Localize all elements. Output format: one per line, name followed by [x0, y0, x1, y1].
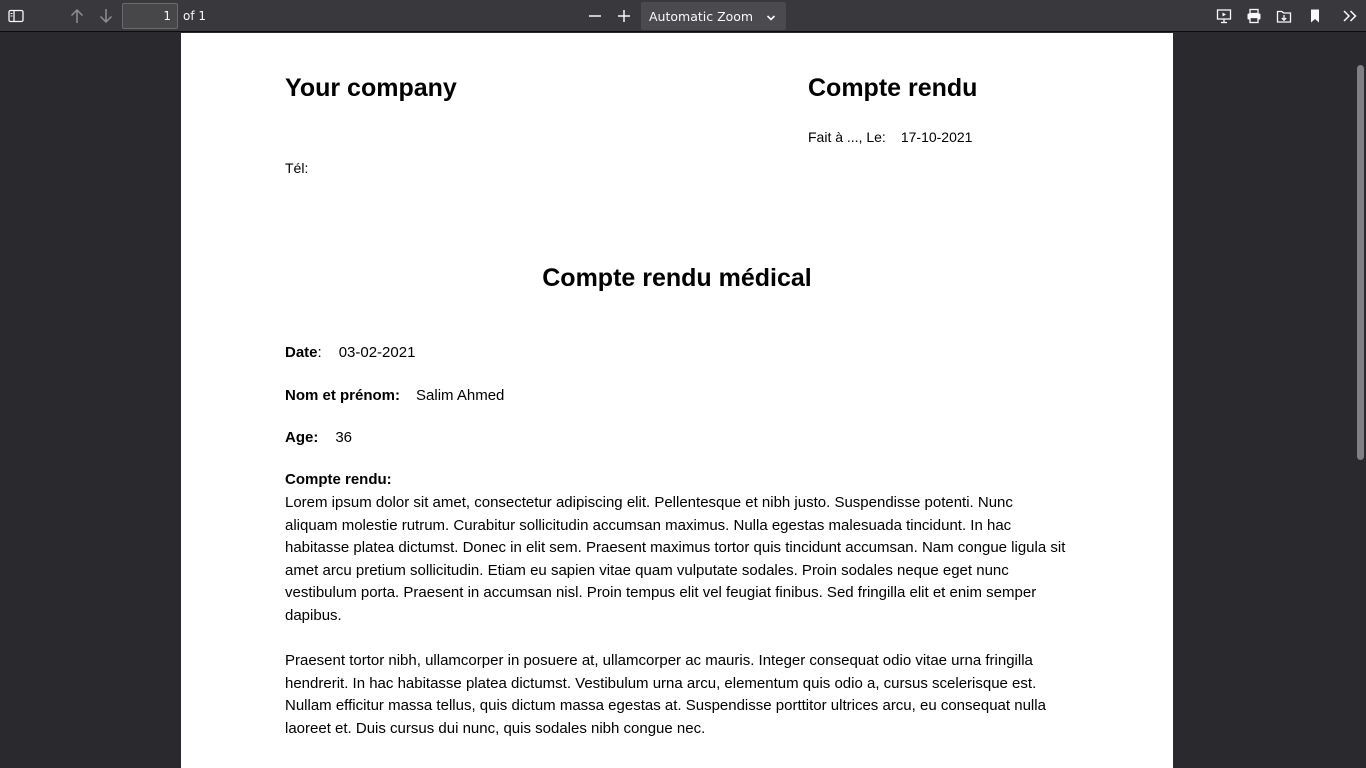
date-field [285, 344, 415, 361]
zoom-in-icon [617, 9, 631, 23]
tel-label: Tél: [285, 160, 309, 176]
report-label: Compte rendu: [285, 471, 392, 488]
report-paragraph-1: Lorem ipsum dolor sit amet, consectetur adipiscing elit. Pellentesque et nibh justo. Suspendisse potenti. Nunc aliquam molestie rutrum. Curabitur sollicitudin accumsan maximus. Nulla egestas malesuada tincidunt. In hac habitasse platea dictumst. Donec in elit sem. Praesent maximus tortor quis tincidunt accumsan. Nam congue ligula sit amet arcu pretium sollicitudin. Etiam eu sapien vitae quam vulputate sodales. Proin sodales neque eget nunc vestibulum porta. Praesent in accumsan nisl. Proin tempus elit vel feugiat finibus. Sed fringilla elit et enim semper dapibus. [285, 494, 1066, 624]
report-paragraph-2: Praesent tortor nibh, ullamcorper in posuere at, ullamcorper ac mauris. Integer consequat odio vitae urna fringilla hendrerit. In hac habitasse platea dictumst. Vestibulum urna arcu, elementum quis odio a, cursus scelerisque est. Nullam efficitur massa tellus, quis dictum massa egestas at. Suspendisse porttitor ultrices arcu, eu consequat nulla laoreet et. Duis cursus dui nunc, quis sodales nibh congue nec. [285, 652, 1046, 737]
page-count-label: of 1 [183, 9, 207, 23]
vertical-scrollbar[interactable] [1355, 33, 1366, 768]
pdf-toolbar [0, 0, 1366, 32]
name-value: Salim Ahmed [416, 387, 505, 404]
zoom-out-button[interactable] [582, 3, 608, 29]
bookmark-button[interactable] [1302, 3, 1328, 29]
next-page-button[interactable] [93, 3, 119, 29]
page-number-input[interactable] [122, 3, 178, 29]
chevron-down-icon [766, 11, 776, 26]
zoom-select-value: Automatic Zoom [649, 8, 754, 24]
date-colon: : [317, 344, 322, 361]
print-button[interactable] [1241, 3, 1267, 29]
zoom-in-button[interactable] [611, 3, 637, 29]
presentation-mode-icon [1216, 8, 1232, 24]
sidebar-toggle-icon [8, 9, 24, 23]
zoom-select[interactable] [641, 2, 786, 30]
age-value: 36 [335, 429, 353, 446]
save-button[interactable] [1271, 3, 1297, 29]
sidebar-toggle-button[interactable] [3, 3, 29, 29]
zoom-out-icon [588, 9, 602, 23]
print-icon [1246, 8, 1262, 24]
bookmark-icon [1308, 8, 1322, 24]
header-title: Compte rendu [808, 74, 978, 102]
document-title: Compte rendu médical [542, 264, 812, 292]
tools-button[interactable] [1337, 3, 1363, 29]
name-label: Nom et prénom: [285, 387, 401, 404]
previous-page-icon [69, 8, 85, 24]
made-at-line [808, 129, 972, 145]
company-name: Your company [285, 74, 457, 102]
save-icon [1276, 8, 1292, 24]
scrollbar-thumb[interactable] [1357, 65, 1364, 460]
made-at-date: 17-10-2021 [900, 129, 973, 145]
tools-icon [1342, 9, 1358, 23]
previous-page-button[interactable] [64, 3, 90, 29]
name-field [285, 387, 504, 404]
made-at-label: Fait à ..., Le: [808, 129, 886, 145]
age-label: Age: [285, 429, 319, 446]
age-field [285, 429, 352, 446]
presentation-mode-button[interactable] [1211, 3, 1237, 29]
date-label: Date [285, 344, 318, 361]
next-page-icon [98, 8, 114, 24]
date-value: 03-02-2021 [338, 344, 416, 361]
pdf-page [181, 33, 1173, 768]
